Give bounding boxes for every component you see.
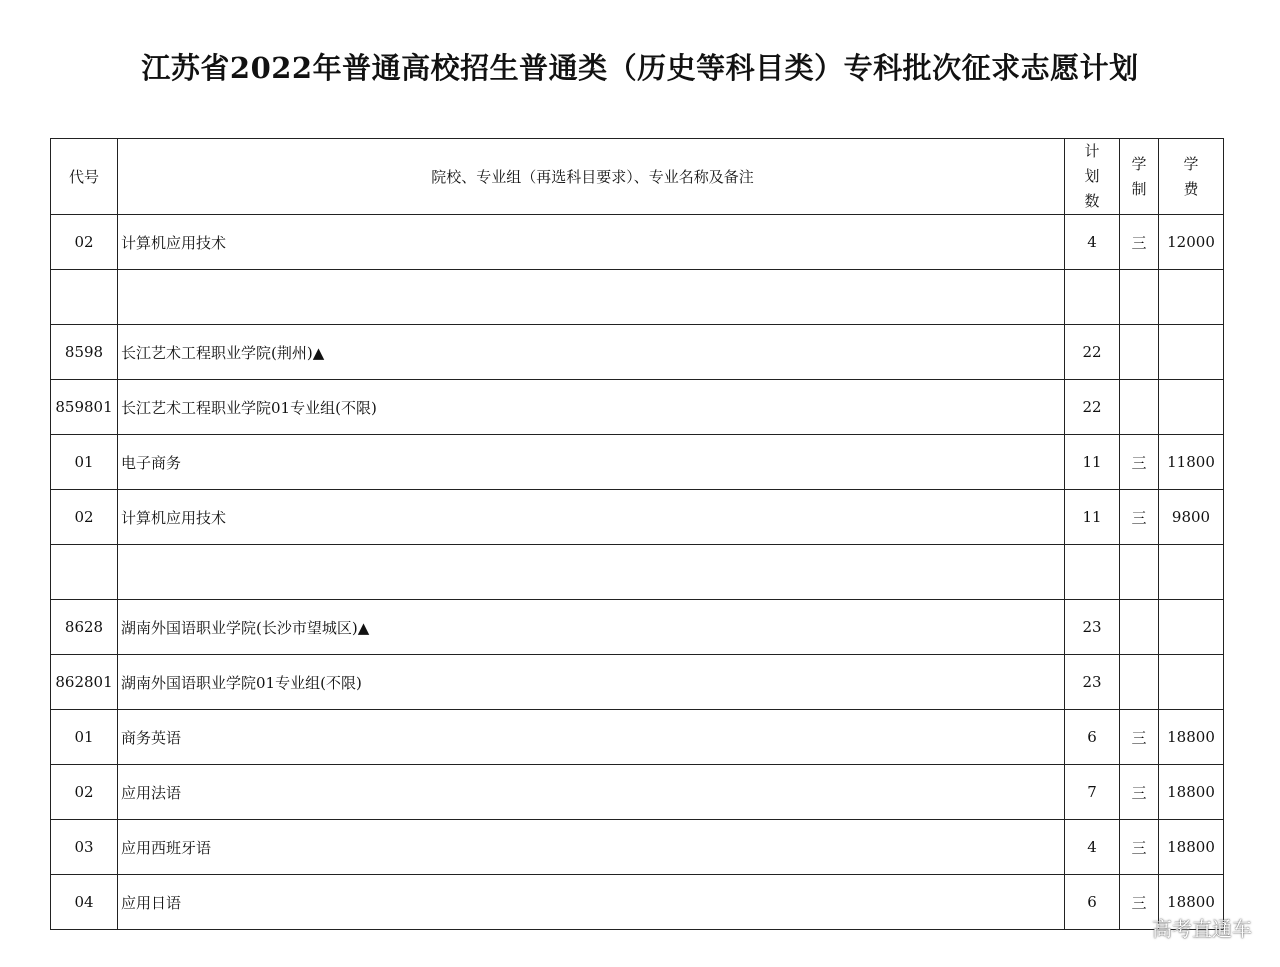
cell-fee	[1159, 325, 1224, 380]
cell-name: 商务英语	[118, 710, 1065, 765]
header-plan-char: 计	[1084, 142, 1100, 160]
table-row	[51, 270, 1224, 325]
cell-fee: 9800	[1159, 490, 1224, 545]
enrollment-plan-table	[50, 138, 1224, 930]
table-row	[51, 875, 1224, 930]
cell-fee: 18800	[1159, 875, 1224, 930]
table-body	[51, 215, 1224, 930]
cell-code: 01	[51, 710, 118, 765]
watermark: 高考直通车	[1152, 917, 1252, 941]
header-fee-char: 学	[1183, 154, 1199, 173]
table-row	[51, 765, 1224, 820]
table-row	[51, 380, 1224, 435]
cell-name	[118, 270, 1065, 325]
cell-plan: 6	[1065, 875, 1120, 930]
cell-name: 长江艺术工程职业学院(荆州)▲	[118, 325, 1065, 380]
cell-fee	[1159, 270, 1224, 325]
cell-plan: 23	[1065, 655, 1120, 710]
cell-fee: 18800	[1159, 765, 1224, 820]
cell-plan: 4	[1065, 215, 1120, 270]
cell-code: 02	[51, 765, 118, 820]
header-plan-char: 数	[1084, 192, 1100, 210]
cell-name: 长江艺术工程职业学院01专业组(不限)	[118, 380, 1065, 435]
cell-code: 02	[51, 215, 118, 270]
cell-code: 04	[51, 875, 118, 930]
header-plan	[1065, 139, 1120, 215]
cell-length	[1120, 655, 1159, 710]
table-row	[51, 215, 1224, 270]
cell-name: 湖南外国语职业学院(长沙市望城区)▲	[118, 600, 1065, 655]
table-row	[51, 435, 1224, 490]
cell-length: 三	[1120, 875, 1159, 930]
table-row	[51, 655, 1224, 710]
cell-name: 电子商务	[118, 435, 1065, 490]
cell-fee	[1159, 600, 1224, 655]
cell-plan	[1065, 545, 1120, 600]
cell-plan: 22	[1065, 380, 1120, 435]
cell-code: 862801	[51, 655, 118, 710]
header-fee-char: 费	[1183, 179, 1199, 198]
cell-length: 三	[1120, 710, 1159, 765]
cell-code: 8628	[51, 600, 118, 655]
cell-length: 三	[1120, 765, 1159, 820]
cell-code: 01	[51, 435, 118, 490]
header-row	[51, 139, 1224, 215]
header-length-char: 制	[1131, 179, 1147, 198]
header-plan-char: 划	[1084, 167, 1100, 185]
cell-length	[1120, 545, 1159, 600]
cell-length: 三	[1120, 435, 1159, 490]
table-row	[51, 710, 1224, 765]
cell-fee: 12000	[1159, 215, 1224, 270]
cell-length	[1120, 380, 1159, 435]
table-row	[51, 820, 1224, 875]
cell-fee: 11800	[1159, 435, 1224, 490]
table-row	[51, 600, 1224, 655]
cell-code	[51, 270, 118, 325]
header-code: 代号	[51, 139, 118, 215]
header-name: 院校、专业组（再选科目要求）、专业名称及备注	[118, 139, 1065, 215]
cell-length	[1120, 270, 1159, 325]
cell-plan: 23	[1065, 600, 1120, 655]
cell-code: 8598	[51, 325, 118, 380]
cell-fee	[1159, 655, 1224, 710]
cell-fee	[1159, 380, 1224, 435]
table-row	[51, 325, 1224, 380]
table-header	[51, 139, 1224, 215]
cell-length	[1120, 600, 1159, 655]
header-fee	[1159, 139, 1224, 215]
cell-plan: 22	[1065, 325, 1120, 380]
cell-plan: 11	[1065, 435, 1120, 490]
cell-code: 03	[51, 820, 118, 875]
cell-name: 湖南外国语职业学院01专业组(不限)	[118, 655, 1065, 710]
cell-length: 三	[1120, 820, 1159, 875]
cell-plan	[1065, 270, 1120, 325]
cell-fee	[1159, 545, 1224, 600]
header-length	[1120, 139, 1159, 215]
cell-fee: 18800	[1159, 820, 1224, 875]
cell-name: 应用西班牙语	[118, 820, 1065, 875]
cell-plan: 11	[1065, 490, 1120, 545]
cell-name: 应用法语	[118, 765, 1065, 820]
cell-name: 计算机应用技术	[118, 215, 1065, 270]
cell-plan: 4	[1065, 820, 1120, 875]
cell-fee: 18800	[1159, 710, 1224, 765]
page-title: 江苏省2022年普通高校招生普通类（历史等科目类）专科批次征求志愿计划	[141, 51, 1139, 85]
table-row	[51, 545, 1224, 600]
table-row	[51, 490, 1224, 545]
cell-name: 应用日语	[118, 875, 1065, 930]
cell-name: 计算机应用技术	[118, 490, 1065, 545]
cell-plan: 7	[1065, 765, 1120, 820]
cell-name	[118, 545, 1065, 600]
cell-length: 三	[1120, 215, 1159, 270]
cell-code: 859801	[51, 380, 118, 435]
cell-length	[1120, 325, 1159, 380]
cell-code: 02	[51, 490, 118, 545]
cell-length: 三	[1120, 490, 1159, 545]
cell-code	[51, 545, 118, 600]
header-length-char: 学	[1131, 154, 1147, 173]
cell-plan: 6	[1065, 710, 1120, 765]
